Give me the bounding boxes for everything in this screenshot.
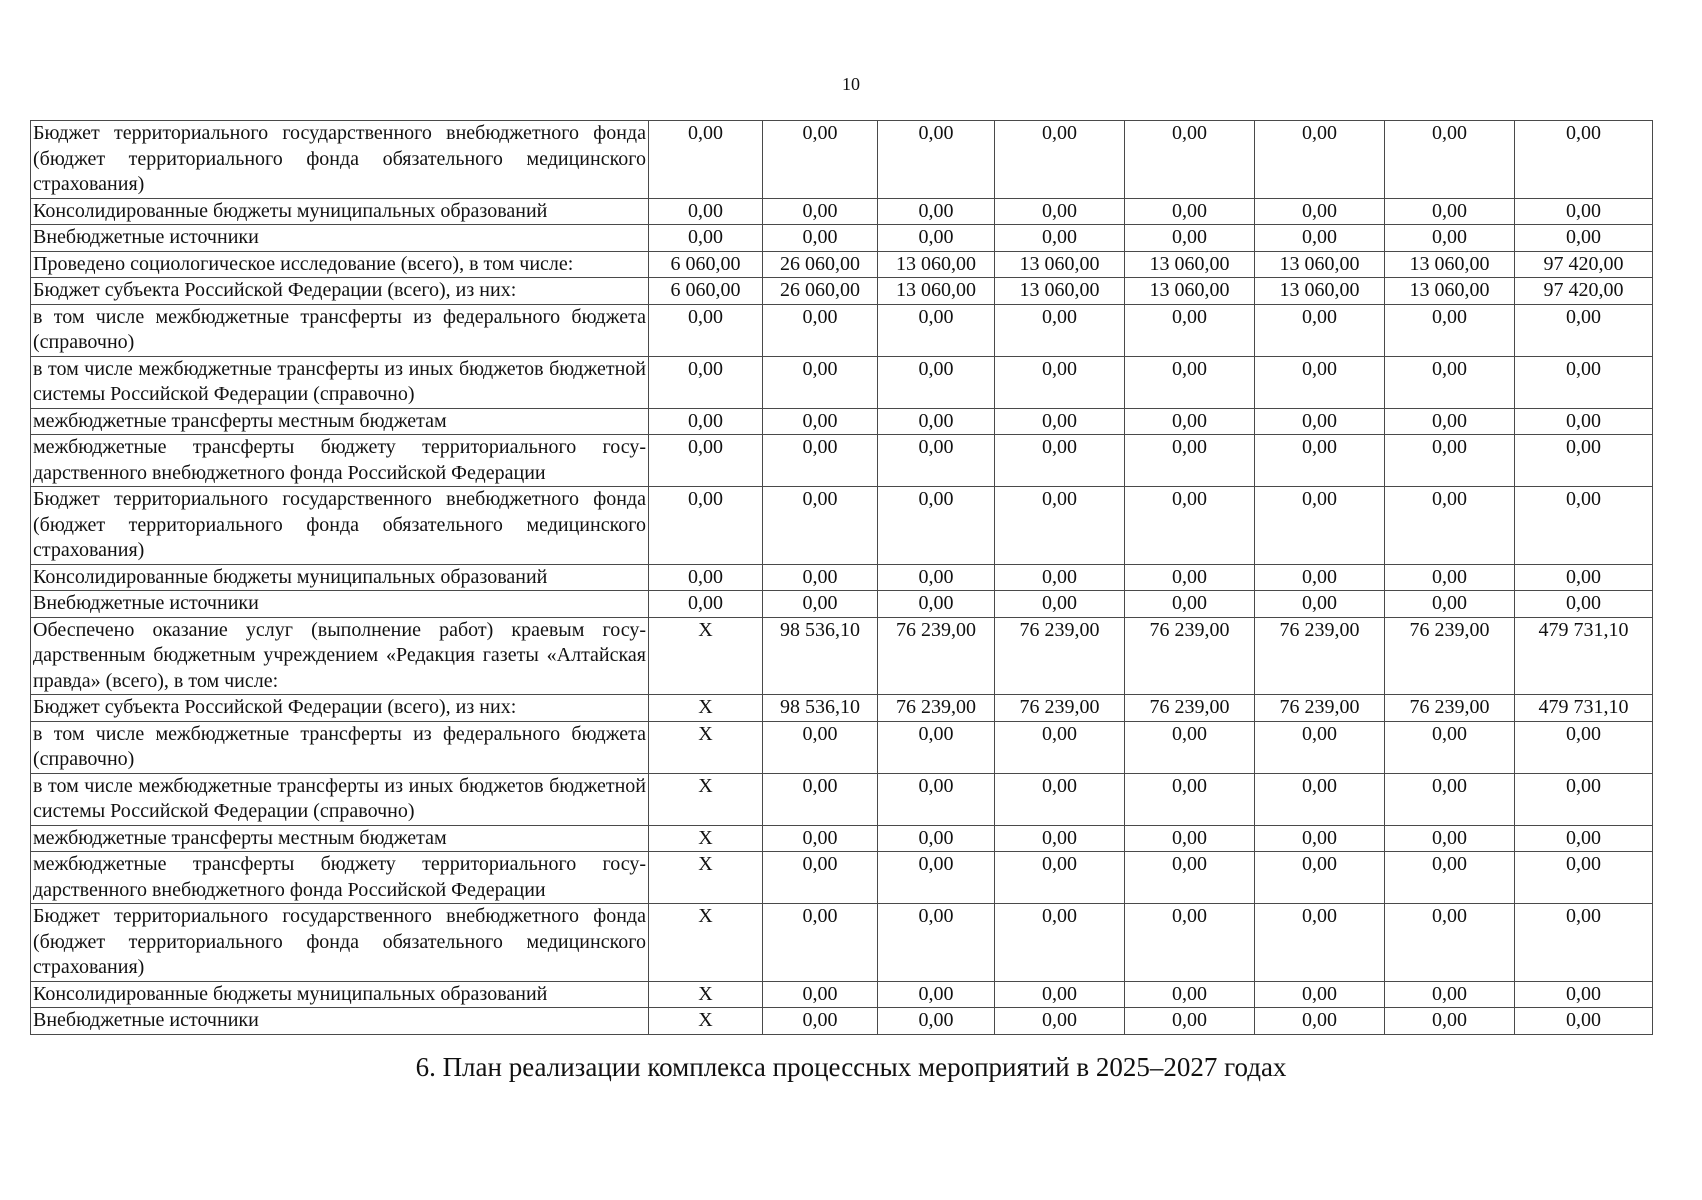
value-cell: 0,00 <box>1385 721 1515 773</box>
table-row <box>31 356 1653 408</box>
value-cell: 0,00 <box>763 356 878 408</box>
table-row <box>31 304 1653 356</box>
value-cell: 26 060,00 <box>763 278 878 305</box>
value-cell: 0,00 <box>1515 591 1653 618</box>
value-cell: 0,00 <box>878 198 995 225</box>
table-row <box>31 1008 1653 1035</box>
value-cell: 0,00 <box>649 356 763 408</box>
value-cell: 0,00 <box>1385 225 1515 252</box>
value-cell: 13 060,00 <box>995 251 1125 278</box>
value-cell: X <box>649 721 763 773</box>
value-cell: X <box>649 904 763 982</box>
value-cell: 0,00 <box>995 721 1125 773</box>
value-cell: 0,00 <box>1125 225 1255 252</box>
value-cell: 76 239,00 <box>1255 695 1385 722</box>
value-cell: 0,00 <box>763 773 878 825</box>
value-cell: 0,00 <box>995 825 1125 852</box>
value-cell: 6 060,00 <box>649 278 763 305</box>
value-cell: 0,00 <box>1515 721 1653 773</box>
value-cell: 0,00 <box>1385 904 1515 982</box>
value-cell: 97 420,00 <box>1515 251 1653 278</box>
value-cell: 13 060,00 <box>1385 251 1515 278</box>
row-label: Консолидированные бюджеты муниципальных образований <box>31 198 649 225</box>
value-cell: 0,00 <box>1385 564 1515 591</box>
value-cell: 0,00 <box>995 852 1125 904</box>
value-cell: 0,00 <box>763 198 878 225</box>
value-cell: 0,00 <box>995 487 1125 565</box>
table-row <box>31 591 1653 618</box>
value-cell: 0,00 <box>1125 591 1255 618</box>
value-cell: 0,00 <box>1255 981 1385 1008</box>
value-cell: 0,00 <box>1255 408 1385 435</box>
value-cell: 0,00 <box>1125 564 1255 591</box>
value-cell: 0,00 <box>878 564 995 591</box>
value-cell: 0,00 <box>1125 981 1255 1008</box>
value-cell: 0,00 <box>649 198 763 225</box>
value-cell: 0,00 <box>1255 773 1385 825</box>
table-row <box>31 564 1653 591</box>
value-cell: 0,00 <box>1385 304 1515 356</box>
value-cell: X <box>649 695 763 722</box>
value-cell: 0,00 <box>1125 408 1255 435</box>
value-cell: 479 731,10 <box>1515 617 1653 695</box>
value-cell: 0,00 <box>1255 304 1385 356</box>
value-cell: 0,00 <box>763 591 878 618</box>
value-cell: 0,00 <box>763 852 878 904</box>
row-label: в том числе межбюджетные трансферты из федерального бюджета (справочно) <box>31 304 649 356</box>
table-row <box>31 198 1653 225</box>
value-cell: 0,00 <box>1125 121 1255 199</box>
table-row <box>31 852 1653 904</box>
value-cell: 0,00 <box>1385 408 1515 435</box>
value-cell: 0,00 <box>1255 435 1385 487</box>
value-cell: 0,00 <box>649 487 763 565</box>
value-cell: 0,00 <box>1255 121 1385 199</box>
value-cell: 0,00 <box>763 487 878 565</box>
value-cell: 0,00 <box>1255 1008 1385 1035</box>
row-label: Обеспечено оказание услуг (выполнение работ) краевым государственным бюджетным учреждением «Редакция газеты «Алтайская правда» (всего), в том числе: <box>31 617 649 695</box>
row-label: межбюджетные трансферты бюджету территориального государственного внебюджетного фонда Российской Федерации <box>31 852 649 904</box>
value-cell: 0,00 <box>1515 825 1653 852</box>
value-cell: 0,00 <box>763 435 878 487</box>
value-cell: 0,00 <box>763 981 878 1008</box>
row-label: Бюджет территориального государственного внебюджетного фонда (бюджет территориального фонда обязательного медицинского страхования) <box>31 121 649 199</box>
value-cell: 0,00 <box>1515 773 1653 825</box>
value-cell: 0,00 <box>1385 487 1515 565</box>
value-cell: 0,00 <box>1515 487 1653 565</box>
value-cell: 0,00 <box>878 773 995 825</box>
value-cell: 0,00 <box>649 408 763 435</box>
row-label: межбюджетные трансферты местным бюджетам <box>31 825 649 852</box>
table-row <box>31 773 1653 825</box>
value-cell: 0,00 <box>763 1008 878 1035</box>
value-cell: 0,00 <box>1125 198 1255 225</box>
row-label: Проведено социологическое исследование (всего), в том числе: <box>31 251 649 278</box>
row-label: межбюджетные трансферты бюджету территориального государственного внебюджетного фонда Российской Федерации <box>31 435 649 487</box>
value-cell: 0,00 <box>995 121 1125 199</box>
value-cell: 0,00 <box>1255 904 1385 982</box>
value-cell: 0,00 <box>1125 1008 1255 1035</box>
table-row <box>31 721 1653 773</box>
row-label: Консолидированные бюджеты муниципальных образований <box>31 564 649 591</box>
value-cell: 0,00 <box>995 408 1125 435</box>
value-cell: X <box>649 773 763 825</box>
value-cell: 0,00 <box>763 408 878 435</box>
value-cell: 0,00 <box>649 591 763 618</box>
table-row <box>31 225 1653 252</box>
value-cell: 0,00 <box>1385 121 1515 199</box>
value-cell: 0,00 <box>878 225 995 252</box>
value-cell: 13 060,00 <box>1255 251 1385 278</box>
value-cell: 13 060,00 <box>878 278 995 305</box>
value-cell: 13 060,00 <box>878 251 995 278</box>
value-cell: 0,00 <box>649 564 763 591</box>
value-cell: 0,00 <box>1255 721 1385 773</box>
row-label: Внебюджетные источники <box>31 1008 649 1035</box>
value-cell: 0,00 <box>1125 773 1255 825</box>
value-cell: 0,00 <box>1385 1008 1515 1035</box>
value-cell: 0,00 <box>1125 487 1255 565</box>
budget-table <box>30 120 1653 1035</box>
value-cell: 0,00 <box>995 356 1125 408</box>
table-row <box>31 825 1653 852</box>
value-cell: 97 420,00 <box>1515 278 1653 305</box>
value-cell: 0,00 <box>763 904 878 982</box>
row-label: Бюджет территориального государственного внебюджетного фонда (бюджет территориального фонда обязательного медицинского страхования) <box>31 904 649 982</box>
value-cell: 0,00 <box>763 825 878 852</box>
value-cell: 13 060,00 <box>995 278 1125 305</box>
value-cell: 98 536,10 <box>763 617 878 695</box>
value-cell: 0,00 <box>995 773 1125 825</box>
value-cell: 0,00 <box>1515 356 1653 408</box>
value-cell: 0,00 <box>995 198 1125 225</box>
value-cell: 0,00 <box>1125 852 1255 904</box>
value-cell: 0,00 <box>1515 408 1653 435</box>
value-cell: 0,00 <box>763 721 878 773</box>
row-label: Консолидированные бюджеты муниципальных образований <box>31 981 649 1008</box>
section-title: 6. План реализации комплекса процессных мероприятий в 2025–2027 годах <box>415 1052 1287 1082</box>
value-cell: 0,00 <box>1255 852 1385 904</box>
value-cell: 76 239,00 <box>1385 695 1515 722</box>
value-cell: 0,00 <box>1385 356 1515 408</box>
value-cell: 26 060,00 <box>763 251 878 278</box>
value-cell: 0,00 <box>995 1008 1125 1035</box>
value-cell: 0,00 <box>995 225 1125 252</box>
value-cell: 0,00 <box>1385 198 1515 225</box>
value-cell: 0,00 <box>1515 1008 1653 1035</box>
value-cell: 0,00 <box>1385 773 1515 825</box>
value-cell: 0,00 <box>1125 356 1255 408</box>
table-row <box>31 617 1653 695</box>
value-cell: 0,00 <box>878 487 995 565</box>
value-cell: 0,00 <box>878 304 995 356</box>
value-cell: 0,00 <box>1255 591 1385 618</box>
value-cell: 0,00 <box>995 591 1125 618</box>
value-cell: 0,00 <box>878 981 995 1008</box>
value-cell: 0,00 <box>1125 721 1255 773</box>
value-cell: 0,00 <box>878 591 995 618</box>
value-cell: 0,00 <box>649 304 763 356</box>
value-cell: 0,00 <box>1515 225 1653 252</box>
value-cell: 6 060,00 <box>649 251 763 278</box>
value-cell: X <box>649 825 763 852</box>
value-cell: 0,00 <box>878 825 995 852</box>
value-cell: 0,00 <box>995 435 1125 487</box>
value-cell: 0,00 <box>995 304 1125 356</box>
value-cell: 0,00 <box>649 121 763 199</box>
value-cell: 0,00 <box>878 721 995 773</box>
value-cell: 0,00 <box>1385 825 1515 852</box>
row-label: Бюджет субъекта Российской Федерации (всего), из них: <box>31 278 649 305</box>
value-cell: 0,00 <box>649 225 763 252</box>
value-cell: 76 239,00 <box>995 695 1125 722</box>
row-label: в том числе межбюджетные трансферты из иных бюджетов бюджетной системы Российской Федерации (справочно) <box>31 356 649 408</box>
value-cell: 0,00 <box>1515 852 1653 904</box>
table-row <box>31 487 1653 565</box>
value-cell: 0,00 <box>1385 435 1515 487</box>
row-label: в том числе межбюджетные трансферты из федерального бюджета (справочно) <box>31 721 649 773</box>
row-label: в том числе межбюджетные трансферты из иных бюджетов бюджетной системы Российской Федерации (справочно) <box>31 773 649 825</box>
value-cell: 13 060,00 <box>1125 251 1255 278</box>
value-cell: 0,00 <box>1255 487 1385 565</box>
row-label: Бюджет субъекта Российской Федерации (всего), из них: <box>31 695 649 722</box>
value-cell: 76 239,00 <box>878 617 995 695</box>
table-row <box>31 695 1653 722</box>
value-cell: 0,00 <box>878 904 995 982</box>
value-cell: 0,00 <box>878 852 995 904</box>
value-cell: 0,00 <box>1255 564 1385 591</box>
value-cell: 0,00 <box>1515 121 1653 199</box>
value-cell: 0,00 <box>1125 904 1255 982</box>
value-cell: X <box>649 617 763 695</box>
value-cell: 76 239,00 <box>1385 617 1515 695</box>
value-cell: 0,00 <box>995 904 1125 982</box>
table-row <box>31 278 1653 305</box>
table-row <box>31 435 1653 487</box>
value-cell: 0,00 <box>1385 981 1515 1008</box>
value-cell: 0,00 <box>995 981 1125 1008</box>
value-cell: 76 239,00 <box>1125 695 1255 722</box>
value-cell: 0,00 <box>1515 198 1653 225</box>
value-cell: 0,00 <box>878 356 995 408</box>
table-row <box>31 904 1653 982</box>
table-row <box>31 408 1653 435</box>
value-cell: 0,00 <box>1515 435 1653 487</box>
value-cell: 76 239,00 <box>995 617 1125 695</box>
row-label: Бюджет территориального государственного внебюджетного фонда (бюджет территориального фонда обязательного медицинского страхования) <box>31 487 649 565</box>
value-cell: X <box>649 1008 763 1035</box>
value-cell: 0,00 <box>1515 981 1653 1008</box>
value-cell: 0,00 <box>995 564 1125 591</box>
value-cell: 0,00 <box>763 225 878 252</box>
row-label: Внебюджетные источники <box>31 591 649 618</box>
value-cell: 0,00 <box>1385 591 1515 618</box>
value-cell: 0,00 <box>878 121 995 199</box>
value-cell: 0,00 <box>1515 904 1653 982</box>
value-cell: 76 239,00 <box>1255 617 1385 695</box>
value-cell: 0,00 <box>649 435 763 487</box>
value-cell: 0,00 <box>878 408 995 435</box>
table-row <box>31 981 1653 1008</box>
row-label: межбюджетные трансферты местным бюджетам <box>31 408 649 435</box>
value-cell: 13 060,00 <box>1385 278 1515 305</box>
value-cell: 0,00 <box>1255 356 1385 408</box>
value-cell: 13 060,00 <box>1125 278 1255 305</box>
value-cell: 76 239,00 <box>878 695 995 722</box>
value-cell: 98 536,10 <box>763 695 878 722</box>
value-cell: 0,00 <box>1385 852 1515 904</box>
value-cell: 0,00 <box>1515 304 1653 356</box>
page-number: 10 <box>842 74 860 94</box>
value-cell: 0,00 <box>763 121 878 199</box>
value-cell: 0,00 <box>1515 564 1653 591</box>
value-cell: X <box>649 852 763 904</box>
value-cell: 76 239,00 <box>1125 617 1255 695</box>
value-cell: 0,00 <box>1125 825 1255 852</box>
value-cell: 0,00 <box>763 304 878 356</box>
value-cell: 0,00 <box>1125 435 1255 487</box>
value-cell: 0,00 <box>1255 225 1385 252</box>
table-row <box>31 251 1653 278</box>
value-cell: 0,00 <box>878 1008 995 1035</box>
value-cell: 0,00 <box>1125 304 1255 356</box>
value-cell: 479 731,10 <box>1515 695 1653 722</box>
value-cell: 0,00 <box>763 564 878 591</box>
value-cell: 0,00 <box>1255 825 1385 852</box>
value-cell: 0,00 <box>1255 198 1385 225</box>
value-cell: 0,00 <box>878 435 995 487</box>
table-row <box>31 121 1653 199</box>
row-label: Внебюджетные источники <box>31 225 649 252</box>
value-cell: 13 060,00 <box>1255 278 1385 305</box>
value-cell: X <box>649 981 763 1008</box>
